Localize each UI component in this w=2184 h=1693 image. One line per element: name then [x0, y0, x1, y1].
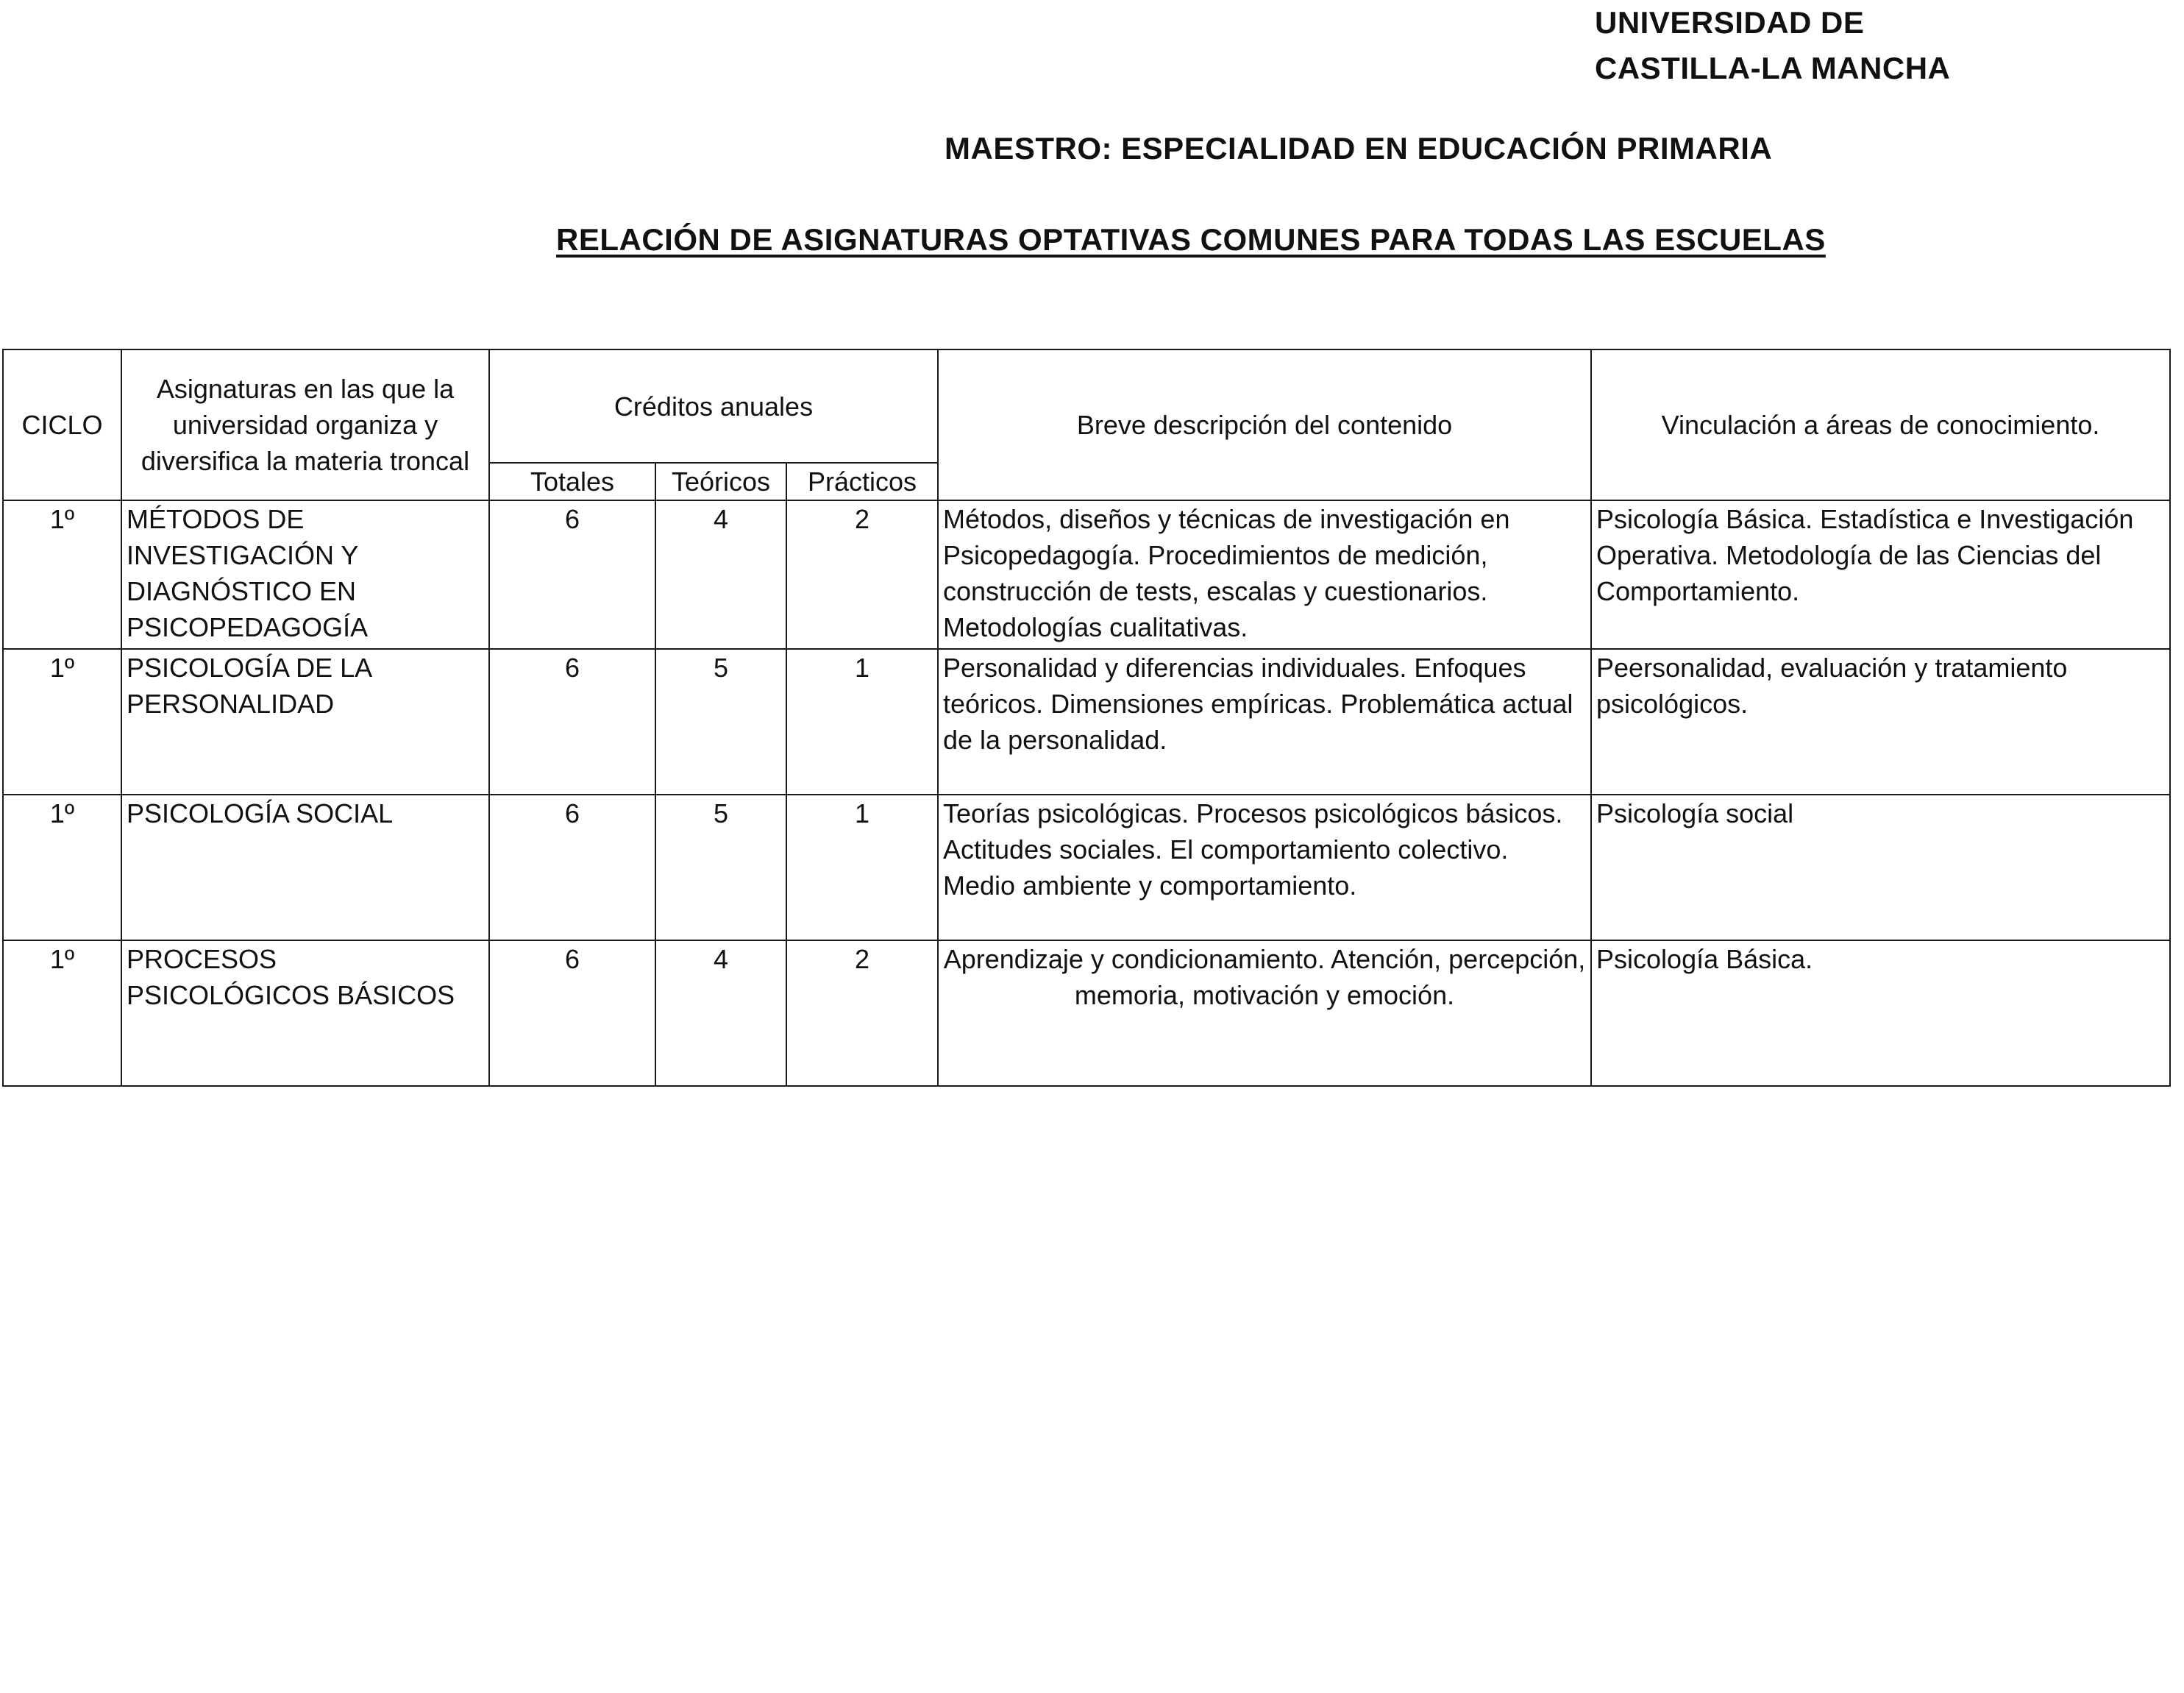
header-creditos: Créditos anuales: [489, 349, 938, 463]
cell-teoricos: 5: [655, 649, 786, 795]
cell-vinculacion: Peersonalidad, evaluación y tratamiento psicológicos.: [1591, 649, 2170, 795]
header-practicos: Prácticos: [786, 463, 938, 500]
header-asignaturas: Asignaturas en las que la universidad organiza y diversifica la materia troncal: [121, 349, 489, 500]
cell-totales: 6: [489, 940, 655, 1086]
courses-table: [2, 349, 2171, 1087]
cell-practicos: 2: [786, 940, 938, 1086]
cell-practicos: 1: [786, 649, 938, 795]
cell-ciclo: 1º: [3, 500, 121, 649]
cell-totales: 6: [489, 795, 655, 940]
list-title: RELACIÓN DE ASIGNATURAS OPTATIVAS COMUNES PARA TODAS LAS ESCUELAS: [556, 222, 1826, 257]
university-name: [1595, 0, 1950, 91]
cell-ciclo: 1º: [3, 940, 121, 1086]
cell-vinculacion: Psicología Básica.: [1591, 940, 2170, 1086]
cell-descripcion: Teorías psicológicas. Procesos psicológicos básicos. Actitudes sociales. El comportamiento colectivo. Medio ambiente y comportamiento.: [938, 795, 1591, 940]
cell-vinculacion: Psicología social: [1591, 795, 2170, 940]
degree-title: MAESTRO: ESPECIALIDAD EN EDUCACIÓN PRIMARIA: [945, 131, 1773, 166]
cell-descripcion: Aprendizaje y condicionamiento. Atención, percepción, memoria, motivación y emoción.: [938, 940, 1591, 1086]
cell-totales: 6: [489, 649, 655, 795]
table-row: [3, 940, 2170, 1086]
university-line-1: UNIVERSIDAD DE: [1595, 5, 1865, 40]
table-row: [3, 649, 2170, 795]
cell-teoricos: 4: [655, 500, 786, 649]
cell-teoricos: 5: [655, 795, 786, 940]
cell-teoricos: 4: [655, 940, 786, 1086]
cell-ciclo: 1º: [3, 649, 121, 795]
header-ciclo: CICLO: [3, 349, 121, 500]
cell-asignatura: PROCESOS PSICOLÓGICOS BÁSICOS: [121, 940, 489, 1086]
header-vinculacion: Vinculación a áreas de conocimiento.: [1591, 349, 2170, 500]
cell-practicos: 2: [786, 500, 938, 649]
table-row: [3, 795, 2170, 940]
header-totales: Totales: [489, 463, 655, 500]
cell-totales: 6: [489, 500, 655, 649]
cell-asignatura: PSICOLOGÍA DE LA PERSONALIDAD: [121, 649, 489, 795]
table-row: [3, 500, 2170, 649]
cell-asignatura: PSICOLOGÍA SOCIAL: [121, 795, 489, 940]
cell-practicos: 1: [786, 795, 938, 940]
university-line-2: CASTILLA-LA MANCHA: [1595, 51, 1951, 85]
cell-ciclo: 1º: [3, 795, 121, 940]
cell-descripcion: Métodos, diseños y técnicas de investigación en Psicopedagogía. Procedimientos de medición, construcción de tests, escalas y cuestionarios. Metodologías cualitativas.: [938, 500, 1591, 649]
cell-vinculacion: Psicología Básica. Estadística e Investigación Operativa. Metodología de las Ciencias del Comportamiento.: [1591, 500, 2170, 649]
cell-descripcion: Personalidad y diferencias individuales. Enfoques teóricos. Dimensiones empíricas. Problemática actual de la personalidad.: [938, 649, 1591, 795]
cell-asignatura: MÉTODOS DE INVESTIGACIÓN Y DIAGNÓSTICO EN PSICOPEDAGOGÍA: [121, 500, 489, 649]
header-teoricos: Teóricos: [655, 463, 786, 500]
header-descripcion: Breve descripción del contenido: [938, 349, 1591, 500]
